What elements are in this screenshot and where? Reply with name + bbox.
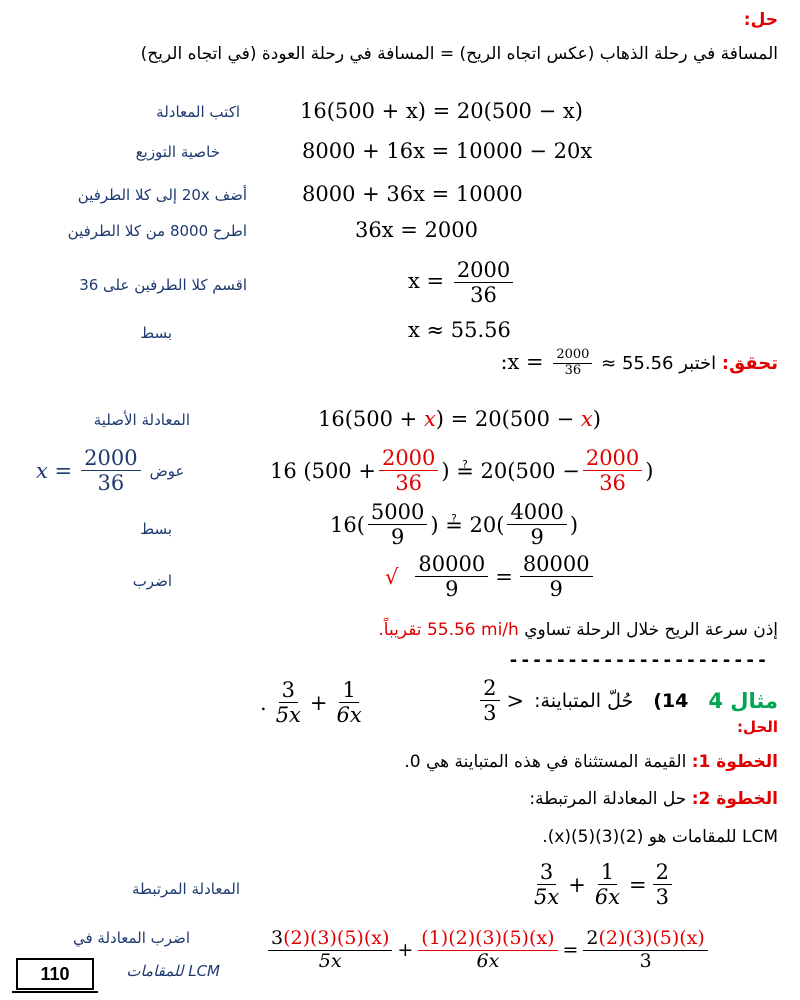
step-equation: 8000 + 16x = 10000 − 20x xyxy=(302,139,593,163)
fraction-denominator: 36 xyxy=(97,471,125,496)
step-note: اطرح 8000 من كلا الطرفين xyxy=(67,222,247,240)
step-equation xyxy=(408,258,516,307)
simplify-equation: 16( $\frac{5000}{9}$ ) ≟ 20( $\frac{4000}{9}$ ) xyxy=(330,500,579,550)
example-heading xyxy=(477,676,778,725)
page-number: 110 xyxy=(16,958,94,990)
check-fraction xyxy=(500,347,595,378)
fraction-denominator: 36 xyxy=(564,362,582,378)
eq-lhs: x = xyxy=(408,269,445,294)
verify-note-original: المعادلة الأصلية xyxy=(93,411,190,429)
example-solution-label: الحل: xyxy=(737,718,778,736)
multiply-equation: √ $\frac{80000}{9}$ = $\frac{80000}{9}$ xyxy=(385,552,596,601)
conclusion: إذن سرعة الريح خلال الرحلة تساوي 55.56 mi/h تقريباً. xyxy=(378,620,778,640)
intro-text: المسافة في رحلة الذهاب (عكس اتجاه الريح) = المسافة في رحلة العودة (في اتجاه الريح) xyxy=(140,44,778,64)
step-1: الخطوة 1: القيمة المستثناة في هذه المتباينة هي 0. xyxy=(404,752,778,772)
inequality-left: . $\frac{3}{5x}$ + $\frac{1}{6x}$ xyxy=(260,678,362,728)
multiply-lcm-note-1: اضرب المعادلة في xyxy=(72,929,190,947)
related-note: المعادلة المرتبطة xyxy=(131,880,240,898)
step-equation: 8000 + 36x = 10000 xyxy=(302,182,523,206)
step-note: بسط xyxy=(140,324,172,342)
step-2: الخطوة 2: حل المعادلة المرتبطة: xyxy=(529,789,778,809)
check-line xyxy=(500,348,778,379)
separator: ---------------------- xyxy=(508,650,769,671)
sub-x: x = xyxy=(36,458,73,483)
solution-label: حل: xyxy=(743,10,778,30)
fraction-numerator: 2000 xyxy=(454,258,513,283)
substitute-equation: 16 (500 + $\frac{2000}{36}$ ) ≟ 20(500 − $\frac{2000}{36}$ ) xyxy=(270,446,654,496)
lcm-multiplied-equation: $\frac{3(2)(3)(5)(x)}{5x}$ + $\frac{(1)(2)(3)(5)(x)}{6x}$ = $\frac{2(2)(3)(5)(x)}{3}$ xyxy=(265,928,711,973)
fraction-denominator: 36 xyxy=(470,283,497,308)
substitute-note xyxy=(36,446,184,495)
check-mark-icon: √ xyxy=(385,564,399,589)
step-equation: 36x = 2000 xyxy=(355,218,478,242)
fraction-numerator: 2000 xyxy=(81,446,140,471)
step-equation: 16(500 + x) = 20(500 − x) xyxy=(300,99,583,123)
check-label: تحقق: xyxy=(721,352,778,374)
step-note: أضف 20x إلى كلا الطرفين xyxy=(77,186,247,204)
check-text: اختبر 55.56 ≈ xyxy=(601,352,717,374)
fraction-numerator: 2000 xyxy=(553,348,592,364)
check-x: :x = xyxy=(500,349,544,374)
lcm-text: LCM للمقامات هو (2)(3)(5)(x). xyxy=(542,827,778,847)
multiply-lcm-note-2: LCM للمقامات xyxy=(126,962,220,980)
step-note: خاصية التوزيع xyxy=(135,143,220,161)
related-equation: $\frac{3}{5x}$ + $\frac{1}{6x}$ = $\frac{2}{3}$ xyxy=(528,860,675,909)
example-prompt: حُلّ المتباينة: xyxy=(534,689,634,712)
step-note: اقسم كلا الطرفين على 36 xyxy=(79,276,247,294)
example-label: مثال 4 xyxy=(708,688,778,713)
multiply-note: اضرب xyxy=(132,572,172,590)
simplify-note: بسط xyxy=(140,520,172,538)
original-equation: 16(500 + x) = 20(500 − x) xyxy=(318,407,601,431)
inequality: $\frac{2}{3}$ > xyxy=(477,676,528,725)
sub-label: عوض xyxy=(149,461,185,480)
step-note: اكتب المعادلة xyxy=(156,103,240,121)
example-number: 14) xyxy=(653,689,689,712)
step-equation: x ≈ 55.56 xyxy=(408,318,511,342)
